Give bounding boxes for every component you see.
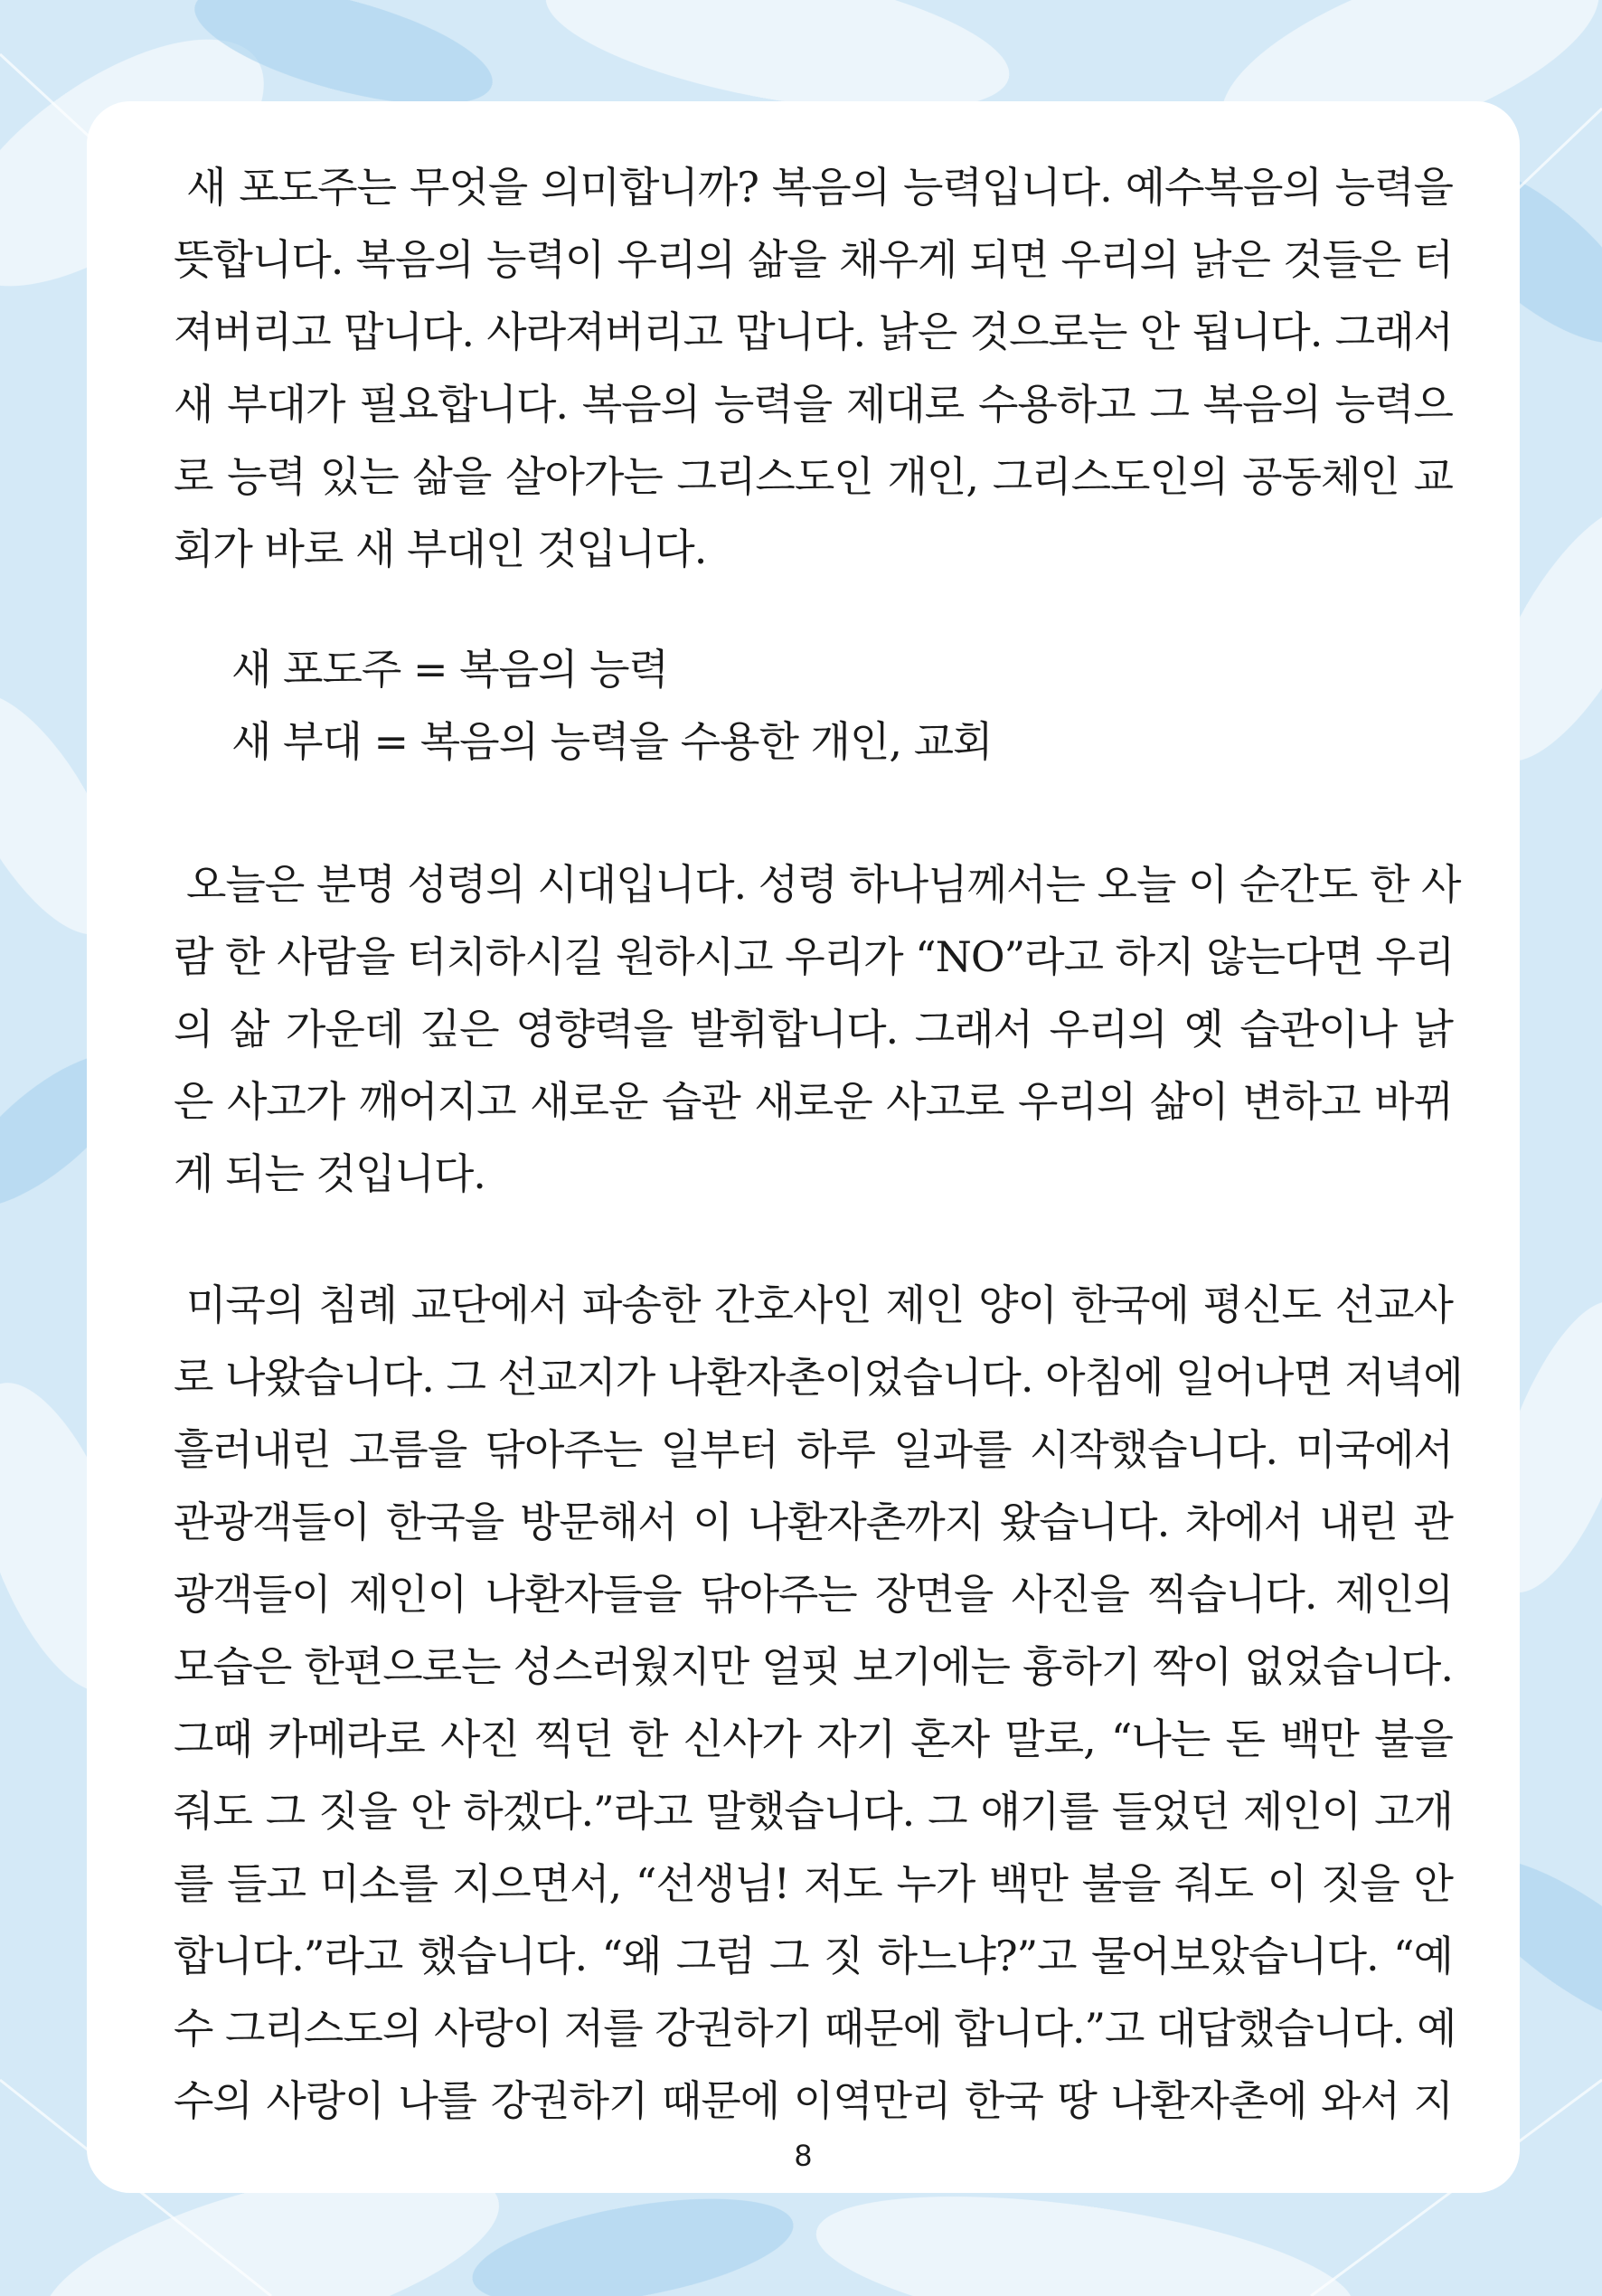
page-number: 8 bbox=[795, 2139, 812, 2173]
text-line: 합니다.”라고 했습니다. “왜 그럼 그 짓 하느냐?”고 물어보았습니다. “예 bbox=[174, 1932, 1453, 1980]
page-card bbox=[87, 101, 1520, 2193]
equation-line: 새 포도주 = 복음의 능력 bbox=[231, 645, 668, 694]
text-line: 모습은 한편으로는 성스러웠지만 얼핏 보기에는 흉하기 짝이 없었습니다. bbox=[174, 1642, 1453, 1691]
text-line: 관광객들이 한국을 방문해서 이 나환자촌까지 왔습니다. 차에서 내린 관 bbox=[174, 1498, 1453, 1546]
text-line: 흘러내린 고름을 닦아주는 일부터 하루 일과를 시작했습니다. 미국에서 bbox=[174, 1425, 1453, 1474]
paragraph-1 bbox=[174, 151, 1453, 585]
text-line: 람 한 사람을 터치하시길 원하시고 우리가 “NO”라고 하지 않는다면 우리 bbox=[174, 932, 1455, 981]
equation-line: 새 부대 = 복음의 능력을 수용한 개인, 교회 bbox=[231, 717, 993, 766]
text-line: 광객들이 제인이 나환자들을 닦아주는 장면을 사진을 찍습니다. 제인의 bbox=[174, 1570, 1453, 1619]
text-line: 수의 사랑이 나를 강권하기 때문에 이역만리 한국 땅 나환자촌에 와서 지 bbox=[174, 2076, 1453, 2125]
text-line: 미국의 침례 교단에서 파송한 간호사인 제인 양이 한국에 평신도 선교사 bbox=[186, 1280, 1453, 1329]
text-line: 오늘은 분명 성령의 시대입니다. 성령 하나님께서는 오늘 이 순간도 한 사 bbox=[186, 860, 1461, 909]
text-line: 수 그리스도의 사랑이 저를 강권하기 때문에 합니다.”고 대답했습니다. 예 bbox=[174, 2004, 1456, 2053]
text-line: 그때 카메라로 사진 찍던 한 신사가 자기 혼자 말로, “나는 돈 백만 불을 bbox=[174, 1715, 1453, 1763]
text-line: 게 되는 것입니다. bbox=[174, 1149, 485, 1198]
text-line: 를 들고 미소를 지으면서, “선생님! 저도 누가 백만 불을 줘도 이 짓을 안 bbox=[174, 1859, 1453, 1908]
equation-block bbox=[231, 633, 993, 778]
text-line: 줘도 그 짓을 안 하겠다.”라고 말했습니다. 그 얘기를 들었던 제인이 고개 bbox=[174, 1787, 1453, 1836]
text-line: 뜻합니다. 복음의 능력이 우리의 삶을 채우게 되면 우리의 낡은 것들은 터 bbox=[174, 235, 1453, 284]
text-line: 새 포도주는 무엇을 의미합니까? 복음의 능력입니다. 예수복음의 능력을 bbox=[186, 163, 1453, 212]
text-line: 회가 바로 새 부대인 것입니다. bbox=[174, 524, 707, 573]
text-line: 은 사고가 깨어지고 새로운 습관 새로운 사고로 우리의 삶이 변하고 바뀌 bbox=[174, 1077, 1453, 1126]
text-line: 로 능력 있는 삶을 살아가는 그리스도인 개인, 그리스도인의 공동체인 교 bbox=[174, 452, 1453, 501]
text-line: 져버리고 맙니다. 사라져버리고 맙니다. 낡은 것으로는 안 됩니다. 그래서 bbox=[174, 307, 1453, 356]
text-line: 의 삶 가운데 깊은 영향력을 발휘합니다. 그래서 우리의 옛 습관이나 낡 bbox=[174, 1005, 1453, 1054]
text-line: 새 부대가 필요합니다. 복음의 능력을 제대로 수용하고 그 복음의 능력으 bbox=[174, 380, 1453, 429]
text-line: 로 나왔습니다. 그 선교지가 나환자촌이었습니다. 아침에 일어나면 저녁에 bbox=[174, 1353, 1463, 1402]
paragraph-3 bbox=[174, 1269, 1463, 2137]
paragraph-2 bbox=[174, 848, 1461, 1210]
